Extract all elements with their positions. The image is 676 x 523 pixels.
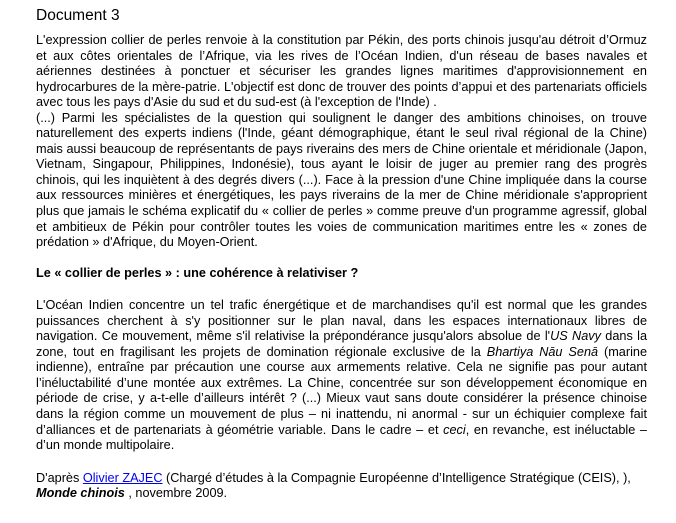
credit-suffix: , novembre 2009. [124, 486, 228, 501]
source-credit [36, 471, 647, 502]
paragraph-3 [36, 298, 647, 453]
paragraph-3-run-2: dans la zone, tout en fragilisant les projets de domination régionale exclusive de la [36, 329, 648, 359]
page-title: Document 3 [36, 7, 120, 24]
spacer-before-heading [36, 251, 647, 266]
paragraph-3-run-3: (marine indienne), entraîne par précaution une course aux armements relative. Cela ne signifie pas pour autant l’inéluctabilité d’une montée aux extrêmes. La Chine, concentrée sur son développement économique en période de crise, y a-t-elle d’ailleurs intérêt ? (...) Mieux vaut sans doute considérer la présence chinoise dans la région comme un mouvement de plus – ni inattendu, ni anormal - sur un échiquier complexe fait d’alliances et de partenariats à géométrie variable. Dans le cadre – et [36, 344, 648, 437]
italic-term-bhartiya-nau-sena: Bhartiya Nāu Senā [486, 344, 599, 359]
spacer-before-credit [36, 454, 647, 471]
source-title: Monde chinois [36, 486, 125, 501]
spacer-after-heading [36, 281, 647, 298]
credit-prefix: D'après [36, 470, 83, 485]
credit-middle: (Chargé d’études à la Compagnie Européenne d’Intelligence Stratégique (CEIS), ), [162, 470, 631, 485]
paragraph-3-run-1: L'Océan Indien concentre un tel trafic énergétique et de marchandises qu'il est normal que les grandes puissances cherchent à s'y positionner sur le plan naval, dans les espaces internationaux libres de navigation. Ce mouvement, même s'il relativise la prépondérance jusqu'alors absolue de l' [36, 298, 647, 344]
italic-term-us-navy: US Navy [550, 329, 601, 344]
paragraph-1: L'expression collier de perles renvoie à la constitution par Pékin, des ports chinois jusqu'au détroit d’Ormuz et aux côtes orientales de l’Afrique, via les rives de l’Océan Indien, d'un réseau de bases navales et aériennes destinées à ponctuer et sécuriser les grandes lignes maritimes d'approvisionnement en hydrocarbures de la mère-patrie. L'objectif est donc de trouver des points d’appui et des partenariats officiels avec tous les pays d'Asie du sud et du sud-est (à l'exception de l'Inde) . [36, 33, 647, 110]
author-link[interactable]: Olivier ZAJEC [82, 470, 163, 485]
paragraph-2: (...) Parmi les spécialistes de la question qui soulignent le danger des ambitions chinoises, on trouve naturellement des experts indiens (l'Inde, géant démographique, étant le seul rival régional de la Chine) mais aussi beaucoup de représentants de pays riverains des mers de Chine orientale et méridionale (Japon, Vietnam, Singapour, Philippines, Indonésie), tous ayant le loisir de juger au premier rang des progrès chinois, qui les inquiètent à des degrés divers (...). Face à la pression d'une Chine impliquée dans la course aux ressources minières et énergétiques, les pays riverains de la mer de Chine méridionale s'approprient plus que jamais le schéma explicatif du « collier de perles » comme preuve d'un programme agressif, global et ambitieux de Pékin pour contrôler toutes les voies de communication maritimes entre les « zones de prédation » d'Afrique, du Moyen-Orient. [36, 110, 647, 250]
document-body [36, 33, 647, 502]
italic-term-ceci: ceci [443, 422, 466, 437]
paragraph-3-run-4: , en revanche, est inéluctable – d’un monde multipolaire. [36, 422, 647, 453]
section-heading: Le « collier de perles » : une cohérence à relativiser ? [36, 265, 359, 280]
